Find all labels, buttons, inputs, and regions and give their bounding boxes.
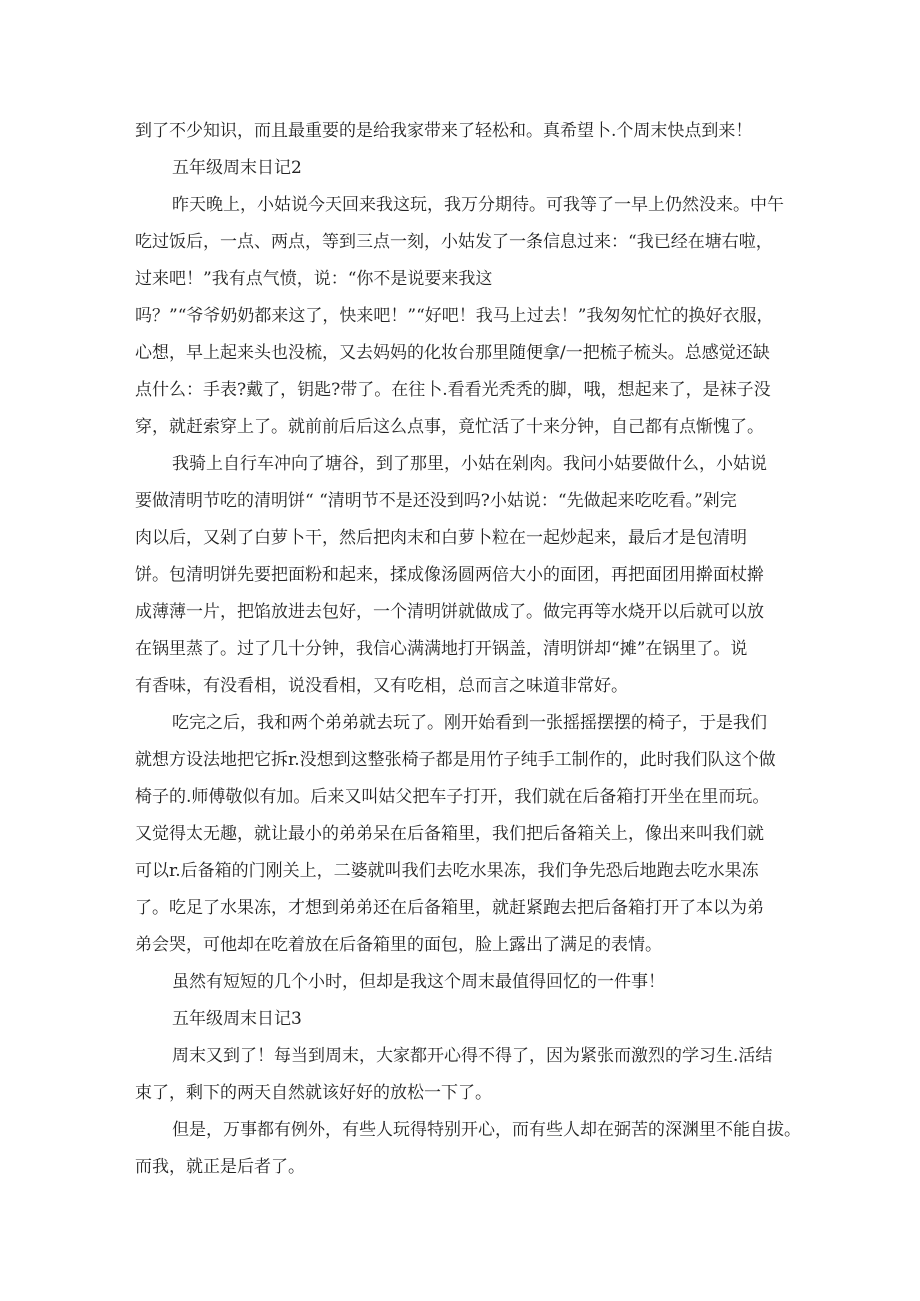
text-line: 心想，早上起来头也没梳，又去妈妈的化妆台那里随便拿/一把梳子梳头。总感觉还缺 xyxy=(135,343,770,363)
text-line: 束了，剩下的两天自然就该好好的放松一下了。 xyxy=(135,1083,492,1103)
text-line: 在锅里蒸了。过了几十分钟，我信心满满地打开锅盖，清明饼却“摊”在锅里了。说 xyxy=(135,639,748,659)
text-line: 昨天晚上，小姑说今天回来我这玩，我万分期待。可我等了一早上仍然没来。中午 xyxy=(172,195,784,215)
text-line: 吗？”“爷爷奶奶都来这了，快来吧！”“好吧！我马上过去！”我匆匆忙忙的换好衣服， xyxy=(135,306,774,326)
text-line: 虽然有短短的几个小时，但却是我这个周末最值得回忆的一件事！ xyxy=(172,972,665,992)
text-line: 可以r.后备箱的门刚关上，二婆就叫我们去吃水果冻，我们争先恐后地跑去吃水果冻 xyxy=(135,861,759,881)
text-line: 到了不少知识，而且最重要的是给我家带来了轻松和。真希望卜.个周末快点到来！ xyxy=(135,121,753,141)
text-line: 肉以后，又剁了白萝卜干，然后把肉末和白萝卜粒在一起炒起来，最后才是包清明 xyxy=(135,528,747,548)
section-heading: 五年级周末日记2 xyxy=(172,158,302,178)
text-line: 有香味，有没看相，说没看相，又有吃相，总而言之味道非常好。 xyxy=(135,676,628,696)
text-line: 椅子的.师傅敬似有加。后来又叫姑父把车子打开，我们就在后备箱打开坐在里而玩。 xyxy=(135,787,770,807)
text-line: 点什么：手表?戴了，钥匙?带了。在往卜.看看光秃秃的脚，哦，想起来了，是袜子没 xyxy=(135,380,771,400)
text-line: 吃完之后，我和两个弟弟就去玩了。刚开始看到一张摇摇摆摆的椅子，于是我们 xyxy=(172,713,767,733)
text-line: 周末又到了！每当到周末，大家都开心得不得了，因为紧张而激烈的学习生.活结 xyxy=(172,1046,773,1066)
text-line: 吃过饭后，一点、两点，等到三点一刻，小姑发了一条信息过来：“我已经在塘右啦， xyxy=(135,232,773,252)
text-line: 了。吃足了水果冻，才想到弟弟还在后备箱里，就赶紧跑去把后备箱打开了本以为弟 xyxy=(135,898,764,918)
text-line: 要做清明节吃的清明饼“ “清明节不是还没到吗?小姑说：“先做起来吃吃看。”剁完 xyxy=(135,491,737,511)
text-line: 又觉得太无趣，就让最小的弟弟呆在后备箱里，我们把后备箱关上，像出来叫我们就 xyxy=(135,824,764,844)
section-heading: 五年级周末日记3 xyxy=(172,1009,302,1029)
text-line: 就想方设法地把它拆r.没想到这整张椅子都是用竹子纯手工制作的，此时我们队这个做 xyxy=(135,750,776,770)
text-line: 弟会哭，可他却在吃着放在后备箱里的面包，脸上露出了满足的表情。 xyxy=(135,935,662,955)
text-line: 穿，就赶索穿上了。就前前后后这么点事，竟忙活了十来分钟，自己都有点惭愧了。 xyxy=(135,417,764,437)
text-line: 但是，万事都有例外，有些人玩得特别开心，而有些人却在弼苦的深渊里不能自拔。 xyxy=(172,1120,801,1140)
text-line: 饼。包清明饼先要把面粉和起来，揉成像汤圆两倍大小的面团，再把面团用擀面杖擀 xyxy=(135,565,764,585)
text-line: 而我，就正是后者了。 xyxy=(135,1157,305,1177)
text-line: 成薄薄一片，把馅放进去包好，一个清明饼就做成了。做完再等水烧开以后就可以放 xyxy=(135,602,764,622)
text-line: 我骑上自行车冲向了塘谷，到了那里，小姑在剁肉。我问小姑要做什么，小姑说 xyxy=(172,454,767,474)
text-line: 过来吧！”我有点气愤，说：“你不是说要来我这 xyxy=(135,269,493,289)
